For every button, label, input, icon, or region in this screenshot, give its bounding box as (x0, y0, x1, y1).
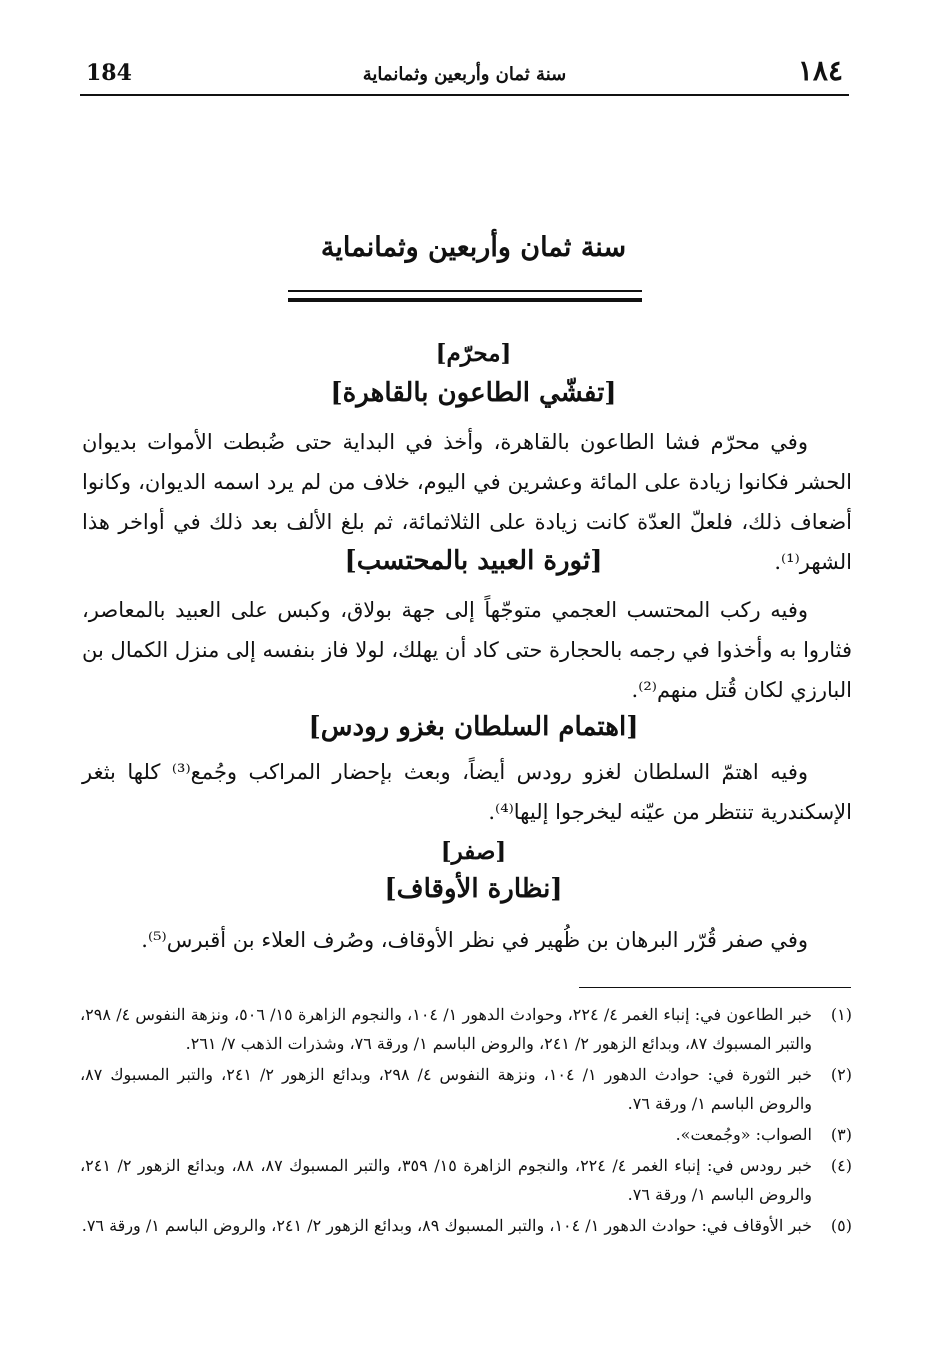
footnote-number: (٣) (830, 1125, 852, 1144)
paragraph-slaves-revolt: وفيه ركب المحتسب العجمي متوجّهاً إلى جهة بولاق، وكبس على العبيد بالمعاصر، فثاروا به وأخذوا في رجمه بالحجارة حتى كاد أن يهلك، لولا فاز بنفسه إلى منزل الكمال بن البارزي لكان قُتل منهم⁽²⁾. (82, 598, 852, 702)
month-heading-safar: [صفر] (440, 838, 507, 865)
footnote (80, 1151, 852, 1209)
footnote-separator (579, 987, 851, 988)
footnote-text: خبر الطاعون في: إنباء الغمر ٤/ ٢٢٤، وحوادث الدهور ١/ ١٠٤، والنجوم الزاهرة ١٥/ ٥٠٦، ونزهة النفوس ٤/ ٢٩٨، والتبر المسبوك ٨٧، وبدائع الزهور ٢/ ٢٤١، والروض الباسم ١/ ورقة ٧٦، وشذرات الذهب ٧/ ٢٦١. (80, 1005, 813, 1053)
page-number-arabic: ١٨٤ (797, 54, 843, 87)
section-heading-rhodes: [اهتمام السلطان بغزو رودس] (308, 712, 639, 742)
footnote-number: (٢) (830, 1065, 852, 1084)
footnote-text: خبر الثورة في: حوادث الدهور ١/ ١٠٤، ونزهة النفوس ٤/ ٢٩٨، وبدائع الزهور ٢/ ٢٤١، والتبر المسبوك ٨٧، والروض الباسم ١/ ورقة ٧٦. (80, 1065, 813, 1113)
chapter-title: سنة ثمان وأربعين وثمانماية (320, 232, 627, 263)
footnotes (80, 1000, 852, 1242)
footnote (80, 1211, 852, 1240)
footnote (80, 1060, 852, 1118)
footnote-text: الصواب: «وجُمعت». (675, 1125, 812, 1144)
section-heading-plague: [تفشّي الطاعون بالقاهرة] (330, 378, 617, 408)
title-double-rule (288, 290, 642, 303)
running-header (80, 54, 849, 96)
footnote-text: خبر رودس في: إنباء الغمر ٤/ ٢٢٤، والنجوم الزاهرة ١٥/ ٣٥٩، والتبر المسبوك ٨٧، ٨٨، وبدائع الزهور ٢/ ٢٤١، والروض الباسم ١/ ورقة ٧٦. (80, 1156, 813, 1204)
paragraph-plague: وفي محرّم فشا الطاعون بالقاهرة، وأخذ في البداية حتى ضُبطت الأموات بديوان الحشر فكانوا زيادة على المائة وعشرين في اليوم، خلاف من لم يرد اسمه الديوان، وكانوا أضعاف ذلك، فلعلّ العدّة كانت زيادة على الثلاثمائة، ثم بلغ الألف بعد ذلك في أواخر هذا الشهر⁽¹⁾. (82, 430, 852, 574)
footnote-text: خبر الأوقاف في: حوادث الدهور ١/ ١٠٤، والتبر المسبوك ٨٩، وبدائع الزهور ٢/ ٢٤١، والروض الباسم ١/ ورقة ٧٦. (81, 1216, 812, 1235)
footnote-number: (٤) (830, 1156, 852, 1175)
paragraph-rhodes: وفيه اهتمّ السلطان لغزو رودس أيضاً، وبعث بإحضار المراكب وجُمع⁽³⁾ كلها بثغر الإسكندرية تنتظر من عيّنه ليخرجوا إليها⁽⁴⁾. (82, 760, 852, 824)
page-number-latin: 184 (86, 60, 132, 86)
footnote-number: (١) (830, 1005, 852, 1024)
month-heading-muharram: [محرّم] (435, 340, 512, 367)
footnote (80, 1000, 852, 1058)
footnote-number: (٥) (830, 1216, 852, 1235)
paragraph-awqaf: وفي صفر قُرّر البرهان بن ظُهير في نظر الأوقاف، وصُرف العلاء بن أقبرس⁽⁵⁾. (141, 928, 808, 952)
section-heading-slaves-revolt: [ثورة العبيد بالمحتسب] (344, 546, 603, 576)
footnote (80, 1120, 852, 1149)
running-title: سنة ثمان وأربعين وثمانماية (362, 64, 567, 85)
section-heading-awqaf: [نظارة الأوقاف] (384, 874, 563, 904)
